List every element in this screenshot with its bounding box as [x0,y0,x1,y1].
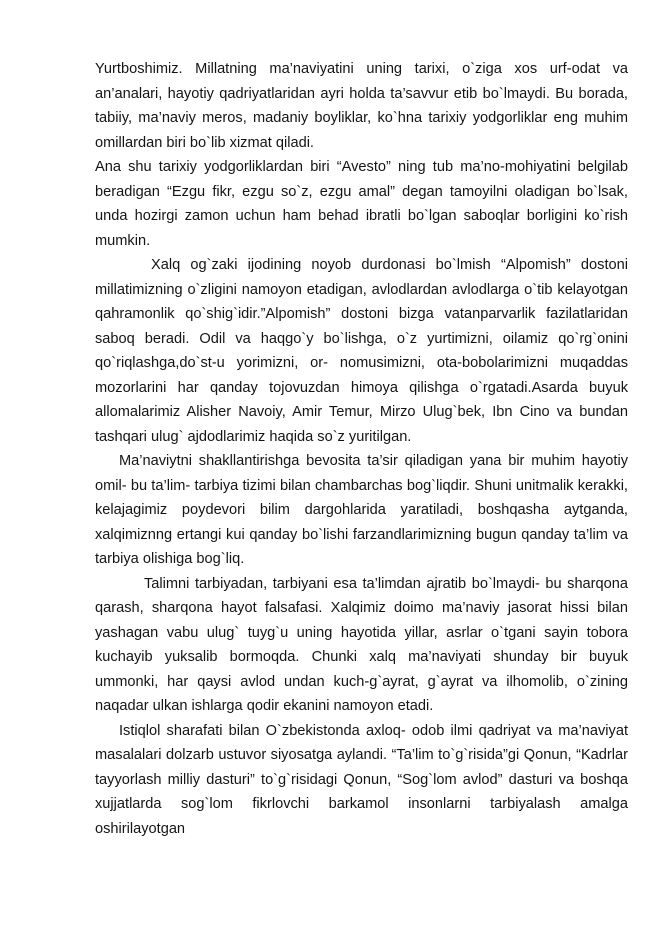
paragraph-3: Xalq og`zaki ijodining noyob durdonasi bo`lmish “Alpomish” dostoni millatimizning o`zligini namoyon etadigan, avlodlardan avlodlarga o`tib kelayotgan qahramonlik qo`shig`idir.”Alpomish” dostoni bizga vatanparvarlik fazilatlaridan saboq beradi. Odil va haqgo`y bo`lishga, o`z yurtimizni, oilamiz qo`rg`onini qo`riqlashga,do`st-u yorimizni, or- nomusimizni, ota-bobolarimizni muqaddas mozorlarini har qanday tojovuzdan himoya qilishga o`rgatadi.Asarda buyuk allomalarimiz Alisher Navoiy, Amir Temur, Mirzo Ulug`bek, Ibn Cino va bundan tashqari ulug` ajdodlarimiz haqida so`z yuritilgan. [95,257,628,445]
paragraph-1: Yurtboshimiz. Millatning ma’naviyatini uning tarixi, o`ziga xos urf-odat va an’analari, hayotiy qadriyatlaridan ayri holda ta’savvur etib bo`lmaydi. Bu borada, tabiiy, ma’naviy meros, madaniy boyliklar, ko`hna tarixiy yodgorliklar eng muhim omillardan biri bo`lib xizmat qiladi. [95,61,628,151]
document-body [95,57,628,841]
paragraph-4: Ma’naviytni shakllantirishga bevosita ta’sir qiladigan yana bir muhim hayotiy omil- bu ta’lim- tarbiya tizimi bilan chambarchas bog`liqdir. Shuni unitmalik kerakki, kelajagimiz poydevori bilim dargohlarida yaratiladi, boshqasha aytganda, xalqimiznng ertangi kui qanday bo`lishi farzandlarimizning bugun qanday ta’lim va tarbiya olishiga bog`liq. [95,453,628,567]
paragraph-2: Ana shu tarixiy yodgorliklardan biri “Avesto” ning tub ma’no-mohiyatini belgilab beradigan “Ezgu fikr, ezgu so`z, ezgu amal” degan tamoyilni oladigan bo`lsak, unda hozirgi zamon uchun ham behad ibratli bo`lgan saboqlar borligini ko`rish mumkin. [95,159,628,249]
paragraph-5: Talimni tarbiyadan, tarbiyani esa ta’limdan ajratib bo`lmaydi- bu sharqona qarash, sharqona hayot falsafasi. Xalqimiz doimo ma’naviy jasorat hissi bilan yashagan vabu ulug` tuyg`u uning hayotida yillar, asrlar o`tgani sayin tobora kuchayib yuksalib bormoqda. Chunki xalq ma’naviyati shunday bir buyuk ummonki, har qaysi avlod undan kuch-g`ayrat, g`ayrat va ilhomolib, o`zining naqadar ulkan ishlarga qodir ekanini namoyon etadi. [95,575,628,714]
paragraph-6: Istiqlol sharafati bilan O`zbekistonda axloq- odob ilmi qadriyat va ma’naviyat masalalari dolzarb ustuvor siyosatga aylandi. “Ta’lim to`g`risida”gi Qonun, “Kadrlar tayyorlash milliy dasturi” to`g`risidagi Qonun, “Sog`lom avlod” dasturi va boshqa xujjatlarda sog`lom fikrlovchi barkamol insonlarni tarbiyalash amalga oshirilayotgan [95,722,628,837]
